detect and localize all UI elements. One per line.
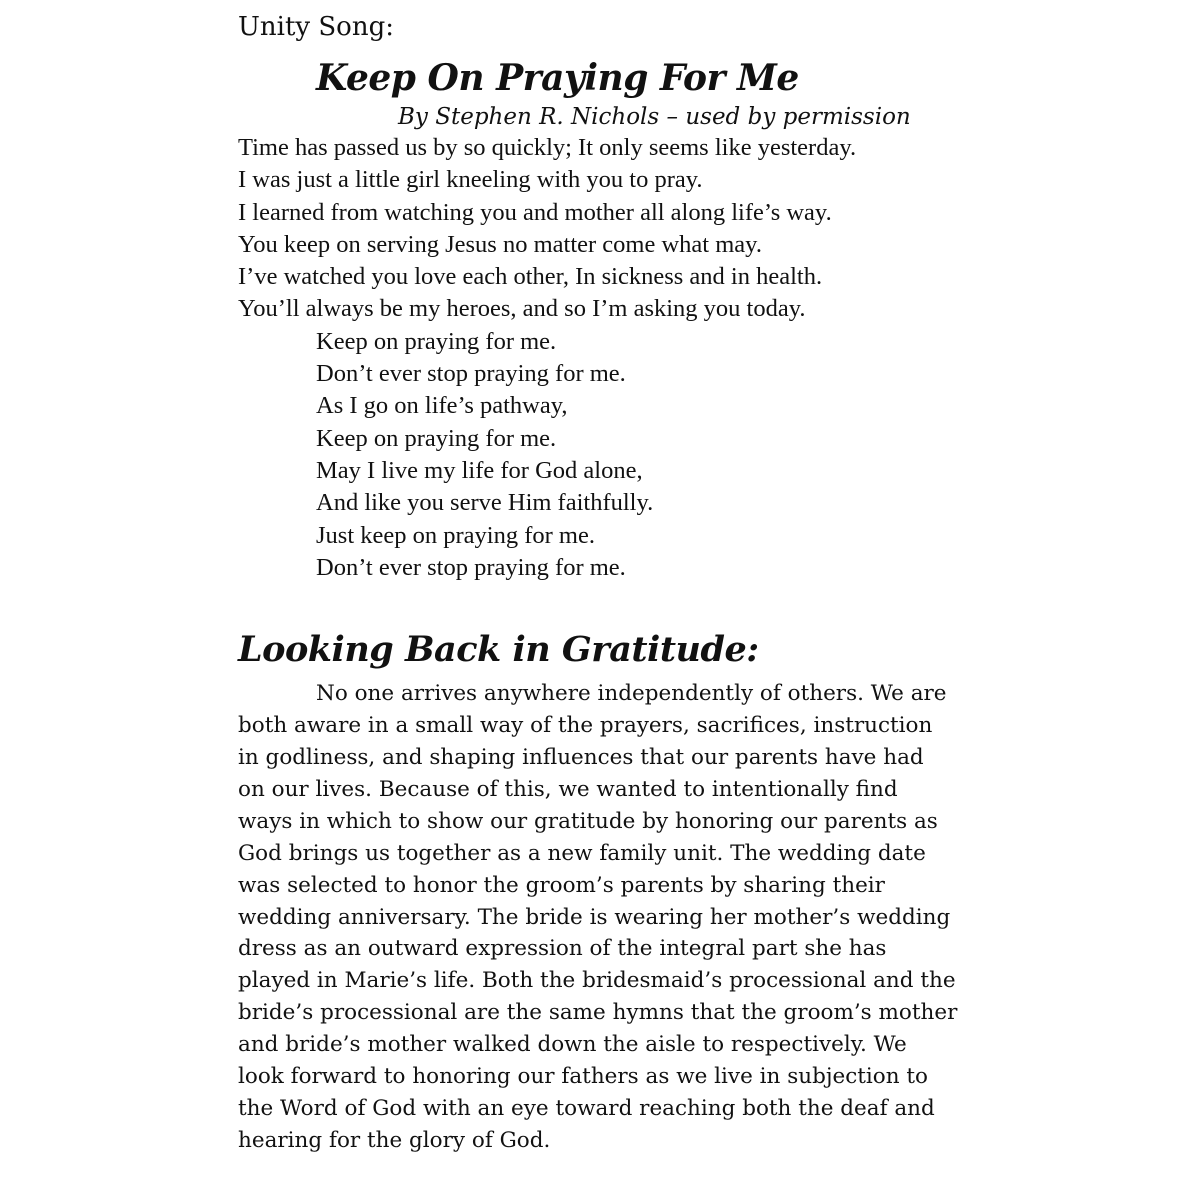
- paragraph-line: both aware in a small way of the prayers, sacrifices, instruction: [238, 713, 933, 739]
- paragraph-line: on our lives. Because of this, we wanted to intentionally find: [238, 776, 898, 802]
- verse-line: You’ll always be my heroes, and so I’m asking you today.: [238, 295, 806, 323]
- verse-line: Time has passed us by so quickly; It only seems like yesterday.: [238, 134, 857, 161]
- verse-line: I’ve watched you love each other, In sickness and in health.: [238, 263, 823, 291]
- song-credit: By Stephen R. Nichols – used by permission: [398, 104, 911, 130]
- paragraph-line: played in Marie’s life. Both the bridesmaid’s processional and the: [238, 968, 956, 994]
- verse-line: I was just a little girl kneeling with you to pray.: [238, 166, 703, 194]
- paragraph-line: was selected to honor the groom’s parents by sharing their: [238, 872, 885, 898]
- paragraph-line: wedding anniversary. The bride is wearing her mother’s wedding: [238, 904, 951, 930]
- chorus-line: And like you serve Him faithfully.: [316, 489, 654, 517]
- chorus-line: Keep on praying for me.: [316, 327, 557, 355]
- chorus-line: As I go on life’s pathway,: [316, 392, 568, 420]
- paragraph-line: dress as an outward expression of the integral part she has: [238, 936, 887, 962]
- song-verse: [238, 132, 998, 326]
- paragraph-line: hearing for the glory of God.: [238, 1127, 551, 1153]
- paragraph-line: look forward to honoring our fathers as we live in subjection to: [238, 1064, 928, 1090]
- song-title: Keep On Praying For Me: [316, 57, 799, 99]
- unity-song-label: Unity Song:: [238, 12, 394, 42]
- chorus-line: Keep on praying for me.: [316, 424, 557, 452]
- song-chorus: [238, 326, 998, 584]
- paragraph-line: the Word of God with an eye toward reaching both the deaf and: [238, 1095, 935, 1121]
- paragraph-line: ways in which to show our gratitude by honoring our parents as: [238, 808, 938, 834]
- paragraph-line: in godliness, and shaping influences that our parents have had: [238, 744, 924, 770]
- gratitude-paragraph: [238, 678, 998, 1157]
- chorus-line: Just keep on praying for me.: [316, 521, 595, 549]
- section-heading: Looking Back in Gratitude:: [238, 629, 759, 671]
- verse-line: I learned from watching you and mother all along life’s way.: [238, 198, 832, 226]
- verse-line: You keep on serving Jesus no matter come what may.: [238, 230, 762, 258]
- chorus-line: May I live my life for God alone,: [316, 456, 643, 484]
- paragraph-line: No one arrives anywhere independently of others. We are: [316, 681, 947, 707]
- paragraph-line: God brings us together as a new family unit. The wedding date: [238, 840, 926, 866]
- chorus-line: Don’t ever stop praying for me.: [316, 360, 626, 388]
- paragraph-line: bride’s processional are the same hymns that the groom’s mother: [238, 1000, 958, 1026]
- paragraph-line: and bride’s mother walked down the aisle to respectively. We: [238, 1032, 907, 1058]
- document-page: [238, 10, 998, 1157]
- chorus-line: Don’t ever stop praying for me.: [316, 553, 626, 581]
